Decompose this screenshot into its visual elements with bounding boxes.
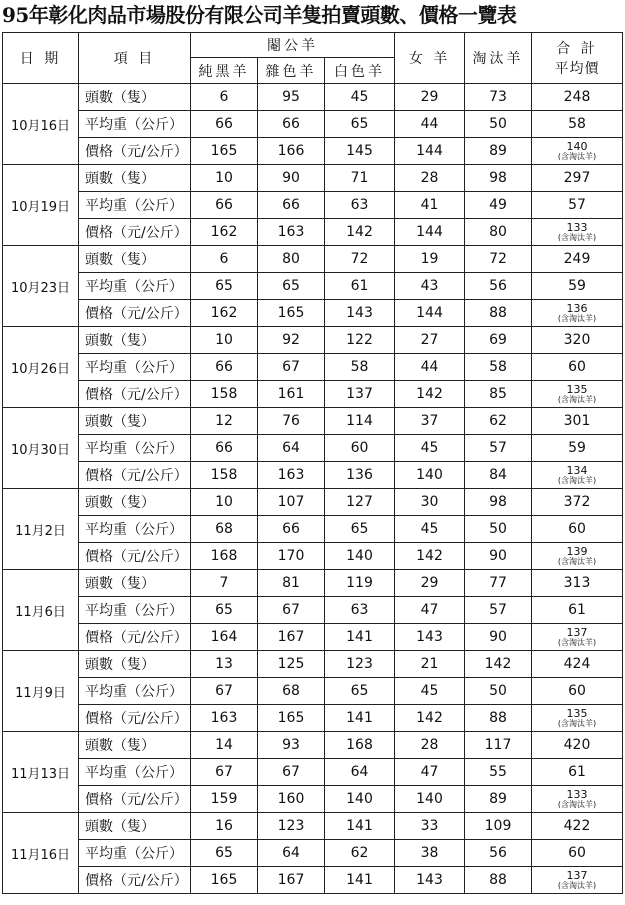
table-row	[3, 435, 623, 462]
row-label-weight: 平均重（公斤）	[79, 111, 191, 138]
price-value-cell: 145	[325, 138, 395, 165]
row-label-count: 頭數（隻）	[79, 408, 191, 435]
total-price-value: 135	[566, 707, 588, 720]
count-value-cell: 12	[191, 408, 258, 435]
weight-value-cell: 50	[465, 516, 532, 543]
count-value-cell: 301	[532, 408, 623, 435]
weight-value-cell: 60	[532, 516, 623, 543]
date-cell: 10月19日	[3, 165, 79, 246]
weight-value-cell: 56	[465, 273, 532, 300]
price-value-cell: 144	[395, 138, 465, 165]
price-value-cell: 141	[325, 624, 395, 651]
weight-value-cell: 62	[325, 840, 395, 867]
price-value-cell: 141	[325, 705, 395, 732]
price-value-cell	[532, 138, 623, 165]
price-value-cell	[532, 786, 623, 813]
row-label-price: 價格（元/公斤）	[79, 786, 191, 813]
weight-value-cell: 58	[465, 354, 532, 381]
weight-value-cell: 67	[258, 597, 325, 624]
sheep-auction-table	[2, 32, 623, 894]
row-label-price: 價格（元/公斤）	[79, 300, 191, 327]
count-value-cell: 142	[465, 651, 532, 678]
count-value-cell: 248	[532, 84, 623, 111]
price-value-cell: 163	[191, 705, 258, 732]
count-value-cell: 313	[532, 570, 623, 597]
table-row	[3, 786, 623, 813]
total-price-note: (含淘汰羊)	[557, 557, 597, 566]
weight-value-cell: 64	[258, 840, 325, 867]
row-label-price: 價格（元/公斤）	[79, 867, 191, 894]
date-cell: 11月6日	[3, 570, 79, 651]
weight-value-cell: 66	[191, 354, 258, 381]
weight-value-cell: 50	[465, 111, 532, 138]
table-row	[3, 759, 623, 786]
table-row	[3, 111, 623, 138]
row-label-price: 價格（元/公斤）	[79, 543, 191, 570]
count-value-cell: 30	[395, 489, 465, 516]
header-item: 項 目	[79, 33, 191, 84]
weight-value-cell: 43	[395, 273, 465, 300]
count-value-cell: 168	[325, 732, 395, 759]
row-label-price: 價格（元/公斤）	[79, 219, 191, 246]
header-total-line1: 合 計	[556, 41, 598, 57]
weight-value-cell: 47	[395, 597, 465, 624]
count-value-cell: 109	[465, 813, 532, 840]
header-female: 女 羊	[395, 33, 465, 84]
weight-value-cell: 60	[532, 354, 623, 381]
weight-value-cell: 66	[191, 192, 258, 219]
count-value-cell: 71	[325, 165, 395, 192]
count-value-cell: 117	[465, 732, 532, 759]
table-row	[3, 381, 623, 408]
weight-value-cell: 45	[395, 516, 465, 543]
count-value-cell: 27	[395, 327, 465, 354]
count-value-cell: 93	[258, 732, 325, 759]
count-value-cell: 10	[191, 327, 258, 354]
row-label-count: 頭數（隻）	[79, 570, 191, 597]
weight-value-cell: 58	[325, 354, 395, 381]
count-value-cell: 37	[395, 408, 465, 435]
price-value-cell: 142	[325, 219, 395, 246]
weight-value-cell: 67	[191, 678, 258, 705]
total-price-note: (含淘汰羊)	[557, 152, 597, 161]
count-value-cell: 127	[325, 489, 395, 516]
table-row	[3, 462, 623, 489]
weight-value-cell: 61	[532, 759, 623, 786]
weight-value-cell: 64	[258, 435, 325, 462]
price-value-cell: 158	[191, 381, 258, 408]
row-label-price: 價格（元/公斤）	[79, 705, 191, 732]
table-row	[3, 273, 623, 300]
table-row	[3, 597, 623, 624]
row-label-weight: 平均重（公斤）	[79, 435, 191, 462]
total-price-value: 137	[566, 626, 588, 639]
weight-value-cell: 38	[395, 840, 465, 867]
count-value-cell: 424	[532, 651, 623, 678]
price-value-cell: 158	[191, 462, 258, 489]
weight-value-cell: 55	[465, 759, 532, 786]
price-value-cell: 143	[325, 300, 395, 327]
table-row	[3, 408, 623, 435]
price-value-cell: 137	[325, 381, 395, 408]
weight-value-cell: 60	[532, 678, 623, 705]
price-value-cell: 162	[191, 219, 258, 246]
price-value-cell: 164	[191, 624, 258, 651]
count-value-cell: 72	[325, 246, 395, 273]
weight-value-cell: 68	[191, 516, 258, 543]
row-label-count: 頭數（隻）	[79, 489, 191, 516]
weight-value-cell: 63	[325, 192, 395, 219]
table-row	[3, 327, 623, 354]
weight-value-cell: 57	[465, 597, 532, 624]
price-value-cell: 142	[395, 543, 465, 570]
total-price-note: (含淘汰羊)	[557, 395, 597, 404]
price-value-cell: 140	[395, 786, 465, 813]
price-value-cell: 136	[325, 462, 395, 489]
total-price-note: (含淘汰羊)	[557, 638, 597, 647]
count-value-cell: 29	[395, 570, 465, 597]
count-value-cell: 6	[191, 246, 258, 273]
price-value-cell: 84	[465, 462, 532, 489]
row-label-count: 頭數（隻）	[79, 84, 191, 111]
table-row	[3, 840, 623, 867]
date-cell: 11月16日	[3, 813, 79, 894]
weight-value-cell: 65	[258, 273, 325, 300]
table-row	[3, 570, 623, 597]
table-row	[3, 867, 623, 894]
weight-value-cell: 47	[395, 759, 465, 786]
price-value-cell: 167	[258, 624, 325, 651]
table-row	[3, 84, 623, 111]
date-cell: 10月23日	[3, 246, 79, 327]
table-row	[3, 678, 623, 705]
weight-value-cell: 44	[395, 111, 465, 138]
count-value-cell: 123	[258, 813, 325, 840]
table-row	[3, 138, 623, 165]
weight-value-cell: 66	[191, 111, 258, 138]
table-row	[3, 705, 623, 732]
price-value-cell: 141	[325, 867, 395, 894]
count-value-cell: 114	[325, 408, 395, 435]
price-value-cell: 166	[258, 138, 325, 165]
table-row	[3, 489, 623, 516]
weight-value-cell: 64	[325, 759, 395, 786]
weight-value-cell: 65	[325, 678, 395, 705]
total-price-value: 137	[566, 869, 588, 882]
row-label-weight: 平均重（公斤）	[79, 840, 191, 867]
header-black: 純黑羊	[191, 58, 258, 84]
total-price-value: 139	[566, 545, 588, 558]
table-row	[3, 516, 623, 543]
total-price-value: 134	[566, 464, 588, 477]
weight-value-cell: 65	[325, 111, 395, 138]
count-value-cell: 119	[325, 570, 395, 597]
header-date: 日 期	[3, 33, 79, 84]
count-value-cell: 98	[465, 489, 532, 516]
weight-value-cell: 66	[258, 516, 325, 543]
count-value-cell: 320	[532, 327, 623, 354]
price-value-cell	[532, 462, 623, 489]
weight-value-cell: 61	[325, 273, 395, 300]
price-value-cell: 165	[258, 300, 325, 327]
weight-value-cell: 66	[258, 192, 325, 219]
price-value-cell: 143	[395, 624, 465, 651]
weight-value-cell: 68	[258, 678, 325, 705]
row-label-weight: 平均重（公斤）	[79, 597, 191, 624]
count-value-cell: 33	[395, 813, 465, 840]
row-label-count: 頭數（隻）	[79, 813, 191, 840]
count-value-cell: 125	[258, 651, 325, 678]
price-value-cell: 165	[191, 867, 258, 894]
price-value-cell	[532, 300, 623, 327]
page-title: 95年彰化肉品市場股份有限公司羊隻拍賣頭數、價格一覽表	[2, 3, 517, 27]
total-price-note: (含淘汰羊)	[557, 800, 597, 809]
date-cell: 10月30日	[3, 408, 79, 489]
weight-value-cell: 61	[532, 597, 623, 624]
count-value-cell: 28	[395, 732, 465, 759]
count-value-cell: 29	[395, 84, 465, 111]
header-total	[532, 33, 623, 84]
price-value-cell: 88	[465, 705, 532, 732]
price-value-cell: 163	[258, 462, 325, 489]
row-label-weight: 平均重（公斤）	[79, 516, 191, 543]
price-value-cell	[532, 381, 623, 408]
table-row	[3, 192, 623, 219]
weight-value-cell: 65	[191, 273, 258, 300]
count-value-cell: 13	[191, 651, 258, 678]
price-value-cell: 159	[191, 786, 258, 813]
table-row	[3, 732, 623, 759]
count-value-cell: 123	[325, 651, 395, 678]
count-value-cell: 107	[258, 489, 325, 516]
price-value-cell: 143	[395, 867, 465, 894]
total-price-value: 133	[566, 221, 588, 234]
row-label-weight: 平均重（公斤）	[79, 273, 191, 300]
row-label-count: 頭數（隻）	[79, 327, 191, 354]
count-value-cell: 422	[532, 813, 623, 840]
price-value-cell: 90	[465, 624, 532, 651]
price-value-cell: 89	[465, 138, 532, 165]
weight-value-cell: 45	[395, 678, 465, 705]
count-value-cell: 372	[532, 489, 623, 516]
weight-value-cell: 66	[258, 111, 325, 138]
count-value-cell: 72	[465, 246, 532, 273]
price-value-cell: 165	[258, 705, 325, 732]
count-value-cell: 19	[395, 246, 465, 273]
weight-value-cell: 59	[532, 273, 623, 300]
weight-value-cell: 59	[532, 435, 623, 462]
total-price-value: 140	[566, 140, 588, 153]
date-cell: 11月13日	[3, 732, 79, 813]
date-cell: 10月26日	[3, 327, 79, 408]
weight-value-cell: 49	[465, 192, 532, 219]
weight-value-cell: 56	[465, 840, 532, 867]
total-price-value: 135	[566, 383, 588, 396]
row-label-price: 價格（元/公斤）	[79, 381, 191, 408]
weight-value-cell: 58	[532, 111, 623, 138]
weight-value-cell: 60	[532, 840, 623, 867]
weight-value-cell: 67	[191, 759, 258, 786]
price-value-cell: 88	[465, 300, 532, 327]
weight-value-cell: 67	[258, 354, 325, 381]
count-value-cell: 90	[258, 165, 325, 192]
count-value-cell: 80	[258, 246, 325, 273]
row-label-weight: 平均重（公斤）	[79, 759, 191, 786]
count-value-cell: 420	[532, 732, 623, 759]
date-cell: 11月2日	[3, 489, 79, 570]
count-value-cell: 10	[191, 489, 258, 516]
total-price-value: 133	[566, 788, 588, 801]
price-value-cell: 140	[325, 786, 395, 813]
table-row	[3, 354, 623, 381]
price-value-cell: 142	[395, 381, 465, 408]
table-row	[3, 219, 623, 246]
count-value-cell: 76	[258, 408, 325, 435]
count-value-cell: 81	[258, 570, 325, 597]
count-value-cell: 7	[191, 570, 258, 597]
header-row-1	[3, 33, 623, 58]
price-value-cell: 161	[258, 381, 325, 408]
total-price-note: (含淘汰羊)	[557, 314, 597, 323]
header-white: 白色羊	[325, 58, 395, 84]
weight-value-cell: 44	[395, 354, 465, 381]
price-value-cell	[532, 624, 623, 651]
count-value-cell: 28	[395, 165, 465, 192]
total-price-value: 136	[566, 302, 588, 315]
row-label-weight: 平均重（公斤）	[79, 354, 191, 381]
price-value-cell: 90	[465, 543, 532, 570]
table-row	[3, 300, 623, 327]
count-value-cell: 122	[325, 327, 395, 354]
total-price-note: (含淘汰羊)	[557, 233, 597, 242]
total-price-note: (含淘汰羊)	[557, 719, 597, 728]
table-row	[3, 651, 623, 678]
weight-value-cell: 57	[532, 192, 623, 219]
table-row	[3, 813, 623, 840]
row-label-count: 頭數（隻）	[79, 246, 191, 273]
date-cell: 10月16日	[3, 84, 79, 165]
weight-value-cell: 65	[325, 516, 395, 543]
price-value-cell: 140	[325, 543, 395, 570]
price-value-cell: 144	[395, 219, 465, 246]
row-label-weight: 平均重（公斤）	[79, 192, 191, 219]
header-culled: 淘汰羊	[465, 33, 532, 84]
count-value-cell: 69	[465, 327, 532, 354]
weight-value-cell: 41	[395, 192, 465, 219]
price-value-cell: 168	[191, 543, 258, 570]
weight-value-cell: 65	[191, 597, 258, 624]
price-value-cell: 144	[395, 300, 465, 327]
price-value-cell: 163	[258, 219, 325, 246]
row-label-price: 價格（元/公斤）	[79, 138, 191, 165]
header-castrated: 閹公羊	[191, 33, 395, 58]
price-value-cell: 165	[191, 138, 258, 165]
price-value-cell: 160	[258, 786, 325, 813]
header-total-line2: 平均價	[554, 61, 600, 77]
weight-value-cell: 63	[325, 597, 395, 624]
total-price-note: (含淘汰羊)	[557, 881, 597, 890]
price-value-cell: 85	[465, 381, 532, 408]
count-value-cell: 45	[325, 84, 395, 111]
row-label-price: 價格（元/公斤）	[79, 462, 191, 489]
price-value-cell	[532, 219, 623, 246]
count-value-cell: 92	[258, 327, 325, 354]
count-value-cell: 297	[532, 165, 623, 192]
table-body	[3, 84, 623, 894]
weight-value-cell: 65	[191, 840, 258, 867]
weight-value-cell: 60	[325, 435, 395, 462]
count-value-cell: 77	[465, 570, 532, 597]
header-mixed: 雜色羊	[258, 58, 325, 84]
count-value-cell: 73	[465, 84, 532, 111]
weight-value-cell: 57	[465, 435, 532, 462]
table-row	[3, 165, 623, 192]
weight-value-cell: 45	[395, 435, 465, 462]
count-value-cell: 10	[191, 165, 258, 192]
row-label-weight: 平均重（公斤）	[79, 678, 191, 705]
price-value-cell	[532, 543, 623, 570]
count-value-cell: 6	[191, 84, 258, 111]
price-value-cell: 80	[465, 219, 532, 246]
weight-value-cell: 50	[465, 678, 532, 705]
count-value-cell: 16	[191, 813, 258, 840]
table-row	[3, 543, 623, 570]
weight-value-cell: 67	[258, 759, 325, 786]
date-cell: 11月9日	[3, 651, 79, 732]
count-value-cell: 62	[465, 408, 532, 435]
row-label-count: 頭數（隻）	[79, 732, 191, 759]
count-value-cell: 98	[465, 165, 532, 192]
price-value-cell: 162	[191, 300, 258, 327]
price-value-cell	[532, 705, 623, 732]
count-value-cell: 21	[395, 651, 465, 678]
price-value-cell: 88	[465, 867, 532, 894]
weight-value-cell: 66	[191, 435, 258, 462]
price-value-cell	[532, 867, 623, 894]
count-value-cell: 141	[325, 813, 395, 840]
price-value-cell: 89	[465, 786, 532, 813]
count-value-cell: 14	[191, 732, 258, 759]
price-value-cell: 167	[258, 867, 325, 894]
total-price-note: (含淘汰羊)	[557, 476, 597, 485]
table-row	[3, 624, 623, 651]
row-label-count: 頭數（隻）	[79, 165, 191, 192]
table-row	[3, 246, 623, 273]
price-value-cell: 170	[258, 543, 325, 570]
row-label-price: 價格（元/公斤）	[79, 624, 191, 651]
count-value-cell: 249	[532, 246, 623, 273]
price-value-cell: 140	[395, 462, 465, 489]
price-value-cell: 142	[395, 705, 465, 732]
count-value-cell: 95	[258, 84, 325, 111]
row-label-count: 頭數（隻）	[79, 651, 191, 678]
